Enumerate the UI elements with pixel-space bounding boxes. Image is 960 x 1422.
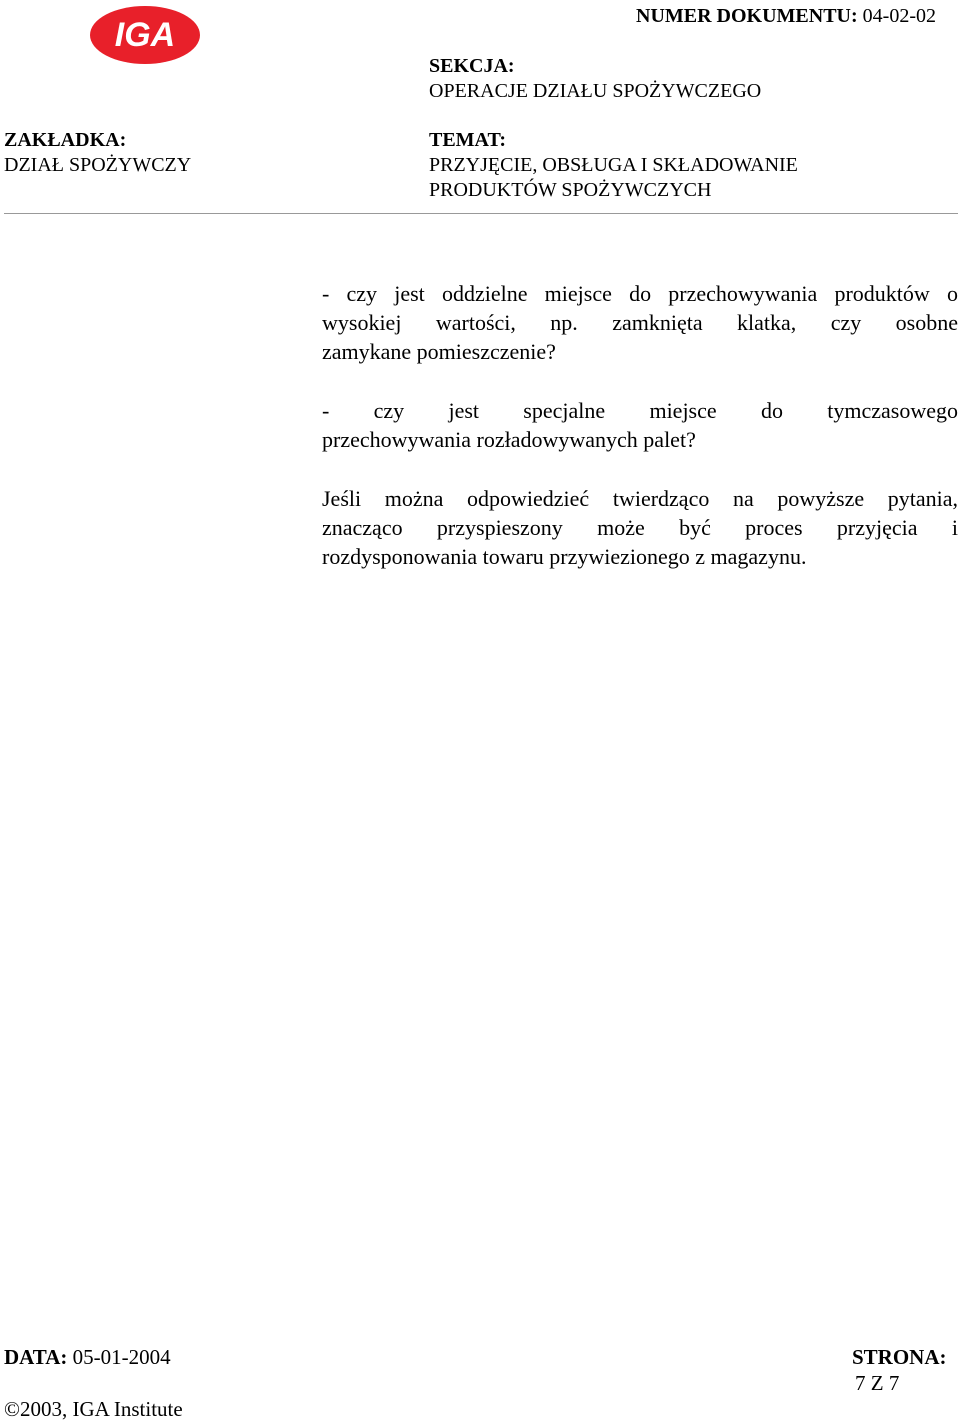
paragraph-line: przechowywania rozładowywanych palet? [322, 427, 696, 452]
copyright: ©2003, IGA Institute [4, 1397, 183, 1421]
date-value: 05-01-2004 [72, 1345, 171, 1369]
section-label: SEKCJA: [429, 55, 515, 77]
tab-value: DZIAŁ SPOŻYWCZY [4, 154, 192, 176]
paragraph-line: znacząco przyspieszony może być proces przyjęcia i [322, 515, 958, 540]
paragraph-line: Jeśli można odpowiedzieć twierdząco na powyższe pytania, [322, 486, 958, 511]
topic-line-1: PRZYJĘCIE, OBSŁUGA I SKŁADOWANIE [429, 154, 798, 176]
paragraph-line: zamykane pomieszczenie? [322, 339, 556, 364]
tab-label: ZAKŁADKA: [4, 129, 127, 151]
svg-text:IGA: IGA [114, 16, 176, 54]
topic-label: TEMAT: [429, 129, 507, 151]
paragraph-line: rozdysponowania towaru przywiezionego z magazynu. [322, 544, 807, 569]
paragraph-1 [322, 279, 958, 366]
date-label: DATA: [4, 1345, 68, 1369]
paragraph-line: wysokiej wartości, np. zamknięta klatka, czy osobne [322, 310, 958, 335]
footer-date [4, 1344, 171, 1370]
document-number [636, 4, 936, 29]
paragraph-line: - czy jest specjalne miejsce do tymczasowego [322, 398, 958, 423]
section-value: OPERACJE DZIAŁU SPOŻYWCZEGO [429, 80, 762, 102]
iga-logo [88, 4, 202, 66]
topic-line-2: PRODUKTÓW SPOŻYWCZYCH [429, 179, 712, 201]
doc-number-value: 04-02-02 [862, 5, 936, 27]
paragraph-3 [322, 484, 958, 571]
paragraph-line: - czy jest oddzielne miejsce do przechowywania produktów o [322, 281, 958, 306]
header-divider [4, 213, 958, 214]
doc-number-label: NUMER DOKUMENTU: [636, 5, 858, 27]
page-value: 7 Z 7 [855, 1371, 900, 1395]
paragraph-2 [322, 396, 958, 454]
page-label: STRONA: [852, 1345, 947, 1369]
